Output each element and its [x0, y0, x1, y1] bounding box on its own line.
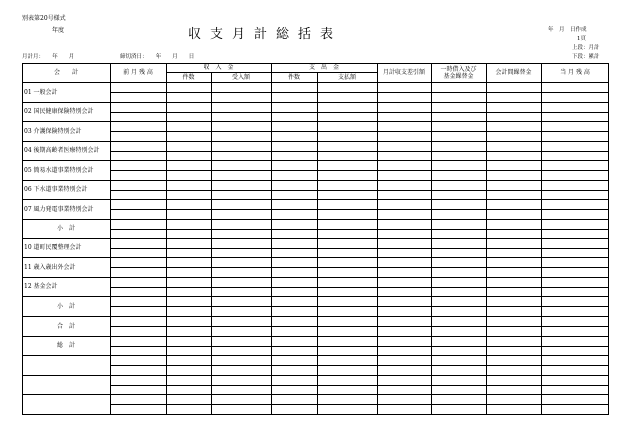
row-split-line — [110, 385, 609, 386]
header-loan-line2: 基金繰替金 — [443, 72, 474, 80]
row-split-line — [166, 170, 609, 171]
header-account: 会 計 — [53, 69, 78, 76]
header-loan-line1: 一時借入及び — [440, 65, 477, 73]
row-label: 11 歳入歳出外会計 — [24, 263, 76, 271]
row-split-line — [166, 151, 609, 152]
column-divider — [317, 72, 318, 414]
header-income-amount: 受入額 — [231, 73, 250, 81]
page-number: 1頁 — [577, 36, 586, 42]
row-label: 05 簡易水道事業特別会計 — [24, 166, 94, 174]
header-expense-amount: 支払額 — [337, 73, 356, 81]
row-divider — [22, 238, 609, 239]
closing-date-label: 締切済日： 年 月 日 — [120, 54, 195, 60]
row-label: 総 計 — [56, 342, 75, 349]
row-split-line — [110, 92, 166, 93]
row-split-line — [110, 112, 166, 113]
header-income: 収 入 金 — [203, 64, 234, 71]
table-border-right — [608, 63, 609, 415]
row-divider — [22, 160, 609, 161]
row-split-line — [166, 346, 609, 347]
row-label: 合 計 — [56, 322, 75, 330]
row-split-line — [110, 209, 166, 210]
row-label: 小 計 — [56, 225, 75, 232]
header-prev-balance: 前 月 残 高 — [123, 69, 153, 76]
row-split-line — [166, 209, 609, 210]
row-label: 小 計 — [56, 302, 75, 310]
header-expense: 支 出 金 — [308, 64, 339, 71]
row-divider — [22, 277, 609, 278]
row-split-line — [110, 248, 166, 249]
row-split-line — [166, 326, 609, 327]
upper-row-note: 上段：月計 — [572, 45, 600, 51]
row-divider — [22, 355, 609, 356]
row-split-line — [110, 365, 609, 366]
row-divider — [22, 257, 609, 258]
page-title: 収支月計総括表 — [188, 27, 343, 42]
row-split-line — [166, 131, 609, 132]
row-split-line — [110, 287, 166, 288]
row-divider — [22, 336, 609, 337]
row-split-line — [110, 267, 166, 268]
created-date: 年 月 日作成 — [548, 27, 587, 33]
row-label: 02 国民健康保険特別会計 — [24, 108, 94, 115]
row-split-line — [166, 248, 609, 249]
header-loan — [431, 63, 486, 82]
row-divider — [22, 199, 609, 200]
row-divider — [22, 180, 609, 181]
row-label: 06 下水道事業特別会計 — [24, 186, 88, 193]
row-split-line — [110, 326, 166, 327]
form-id: 別表第20号様式 — [22, 15, 66, 22]
header-expense-count: 件数 — [287, 73, 300, 81]
row-divider — [22, 141, 609, 142]
fiscal-year-label: 年度 — [52, 27, 65, 34]
row-split-line — [110, 190, 166, 191]
row-split-line — [166, 92, 609, 93]
row-split-line — [166, 287, 609, 288]
row-split-line — [166, 229, 609, 230]
row-label: 12 基金会計 — [24, 283, 58, 290]
row-split-line — [110, 229, 166, 230]
column-divider — [211, 72, 212, 414]
header-current-balance: 当 月 残 高 — [560, 69, 590, 76]
row-split-line — [166, 267, 609, 268]
row-split-line — [110, 404, 609, 405]
row-divider — [22, 375, 609, 376]
header-diff: 月計収支差引額 — [382, 69, 425, 76]
row-split-line — [110, 346, 166, 347]
lower-row-note: 下段：累計 — [572, 54, 600, 60]
row-split-line — [166, 306, 609, 307]
row-divider — [22, 394, 609, 395]
row-label: 10 道町民覆整理会計 — [24, 244, 82, 251]
row-split-line — [110, 306, 166, 307]
row-divider — [22, 316, 609, 317]
row-divider — [22, 219, 609, 220]
row-split-line — [166, 112, 609, 113]
header-transfer: 会計間繰替金 — [495, 69, 532, 76]
row-label: 01 一般会計 — [24, 88, 58, 96]
row-divider — [22, 102, 609, 103]
row-divider — [22, 121, 609, 122]
row-label: 04 後期高齢者医療特別会計 — [24, 147, 100, 154]
row-split-line — [166, 190, 609, 191]
row-split-line — [110, 170, 166, 171]
header-income-count: 件数 — [182, 73, 195, 81]
row-divider — [22, 296, 609, 297]
row-label: 03 介護保険特別会計 — [24, 127, 82, 135]
table-border-bottom — [22, 414, 609, 415]
row-label: 07 風力発電事業特別会計 — [24, 205, 94, 213]
row-split-line — [110, 131, 166, 132]
row-split-line — [110, 151, 166, 152]
month-label: 月計月： 年 月 — [22, 54, 75, 60]
